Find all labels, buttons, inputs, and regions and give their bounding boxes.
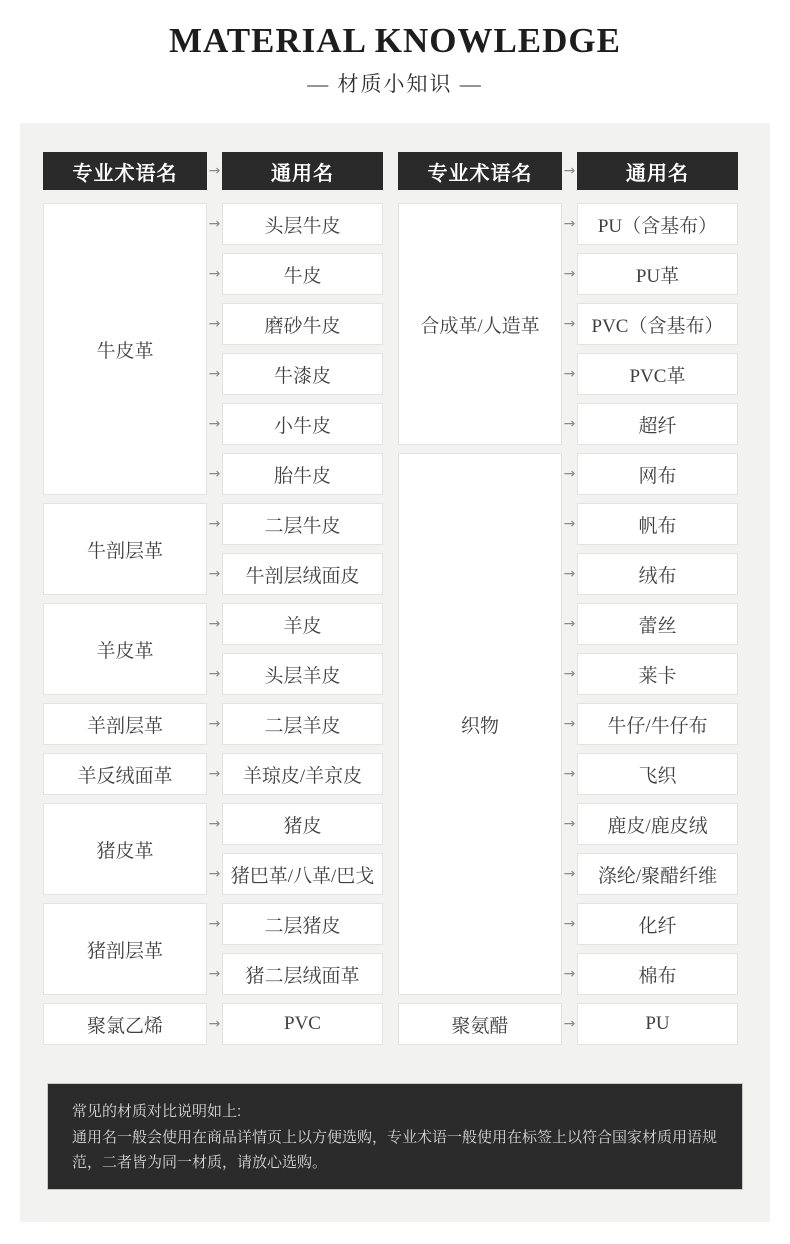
common-name-cell: 胎牛皮 <box>222 453 383 495</box>
arrow-right-icon: → <box>208 316 221 332</box>
common-name-row <box>207 203 383 245</box>
common-name-cell: 小牛皮 <box>222 403 383 445</box>
page-subtitle: — 材质小知识 — <box>307 71 483 96</box>
arrow-right-icon: → <box>208 916 221 932</box>
common-name-cell: 猪皮 <box>222 803 383 845</box>
common-name-cell: 磨砂牛皮 <box>222 303 383 345</box>
common-name-row <box>562 503 738 545</box>
arrow-right-icon: → <box>208 566 221 582</box>
term-cell: 牛皮革 <box>43 203 207 495</box>
common-name-cell: 飞织 <box>577 753 738 795</box>
footer-note-heading: 常见的材质对比说明如上: <box>72 1103 242 1120</box>
common-name-cell: 鹿皮/鹿皮绒 <box>577 803 738 845</box>
common-names-column <box>562 1003 738 1045</box>
material-group <box>43 503 383 595</box>
tables-container <box>43 152 738 1045</box>
table-groups <box>43 203 383 1045</box>
common-name-row <box>562 753 738 795</box>
arrow-right-icon: → <box>208 216 221 232</box>
term-cell: 羊剖层革 <box>43 703 207 745</box>
common-names-column <box>207 203 383 495</box>
common-names-column <box>562 203 738 445</box>
common-names-column <box>207 903 383 995</box>
common-names-column <box>207 703 383 745</box>
common-name-cell: 超纤 <box>577 403 738 445</box>
common-name-row <box>562 303 738 345</box>
material-group <box>43 703 383 745</box>
arrow-right-icon: → <box>563 1016 576 1032</box>
arrow-right-icon: → <box>563 966 576 982</box>
term-cell: 猪皮革 <box>43 803 207 895</box>
common-name-cell: 蕾丝 <box>577 603 738 645</box>
common-name-cell: 绒布 <box>577 553 738 595</box>
common-name-row <box>207 303 383 345</box>
common-name-row <box>562 403 738 445</box>
term-cell: 织物 <box>398 453 562 995</box>
common-name-cell: 猪巴革/八革/巴戈 <box>222 853 383 895</box>
common-name-cell: PVC革 <box>577 353 738 395</box>
common-name-row <box>207 503 383 545</box>
arrow-right-icon: → <box>563 916 576 932</box>
common-name-row <box>207 653 383 695</box>
common-name-cell: 猪二层绒面革 <box>222 953 383 995</box>
term-cell: 合成革/人造革 <box>398 203 562 445</box>
table-header-row <box>43 152 383 190</box>
common-names-column <box>207 1003 383 1045</box>
common-name-row <box>562 903 738 945</box>
common-names-column <box>562 453 738 995</box>
common-name-row <box>207 1003 383 1045</box>
term-cell: 羊皮革 <box>43 603 207 695</box>
column-header-common: 通用名 <box>222 152 383 190</box>
common-name-cell: PU（含基布） <box>577 203 738 245</box>
common-names-column <box>207 503 383 595</box>
common-name-cell: 二层猪皮 <box>222 903 383 945</box>
common-name-row <box>207 253 383 295</box>
material-group <box>43 903 383 995</box>
common-name-row <box>207 803 383 845</box>
column-header-term: 专业术语名 <box>398 152 562 190</box>
arrow-right-icon: → <box>563 666 576 682</box>
arrow-right-icon: → <box>208 666 221 682</box>
common-name-row <box>207 703 383 745</box>
common-name-cell: 涤纶/聚醋纤维 <box>577 853 738 895</box>
common-name-row <box>562 853 738 895</box>
material-table <box>398 152 738 1045</box>
common-name-cell: 帆布 <box>577 503 738 545</box>
arrow-right-icon: → <box>563 866 576 882</box>
arrow-right-icon: → <box>208 766 221 782</box>
common-name-row <box>562 1003 738 1045</box>
term-cell: 聚氨醋 <box>398 1003 562 1045</box>
material-table <box>43 152 383 1045</box>
arrow-right-icon: → <box>563 316 576 332</box>
common-name-cell: 牛皮 <box>222 253 383 295</box>
common-names-column <box>207 603 383 695</box>
common-name-row <box>562 803 738 845</box>
common-name-cell: 二层牛皮 <box>222 503 383 545</box>
arrow-right-icon: → <box>208 416 221 432</box>
arrow-right-icon: → <box>208 1016 221 1032</box>
common-name-cell: 二层羊皮 <box>222 703 383 745</box>
common-name-row <box>562 253 738 295</box>
column-header-term: 专业术语名 <box>43 152 207 190</box>
common-name-cell: PVC <box>222 1003 383 1045</box>
common-name-cell: 网布 <box>577 453 738 495</box>
material-comparison-panel <box>20 123 770 1222</box>
arrow-right-icon: → <box>563 616 576 632</box>
arrow-right-icon: → <box>563 566 576 582</box>
arrow-right-icon: → <box>208 516 221 532</box>
arrow-right-icon: → <box>208 866 221 882</box>
arrow-right-icon: → <box>208 616 221 632</box>
common-name-row <box>562 203 738 245</box>
common-name-row <box>562 603 738 645</box>
term-cell: 牛剖层革 <box>43 503 207 595</box>
common-name-row <box>207 903 383 945</box>
common-name-row <box>207 353 383 395</box>
material-group <box>43 1003 383 1045</box>
common-name-row <box>562 703 738 745</box>
common-name-row <box>207 953 383 995</box>
material-group <box>398 453 738 995</box>
arrow-right-icon: → <box>208 716 221 732</box>
arrow-right-icon: → <box>563 266 576 282</box>
common-name-cell: 化纤 <box>577 903 738 945</box>
term-cell: 聚氯乙烯 <box>43 1003 207 1045</box>
footer-note-body: 通用名一般会使用在商品详情页上以方便选购，专业术语一般使用在标签上以符合国家材质用语规范，二者皆为同一材质，请放心选购。 <box>72 1128 718 1171</box>
common-name-row <box>207 403 383 445</box>
common-name-row <box>207 553 383 595</box>
common-name-cell: 牛漆皮 <box>222 353 383 395</box>
table-header-row <box>398 152 738 190</box>
common-name-cell: 牛仔/牛仔布 <box>577 703 738 745</box>
arrow-right-icon: → <box>208 266 221 282</box>
material-group <box>398 1003 738 1045</box>
page-header <box>0 0 790 98</box>
common-name-row <box>562 553 738 595</box>
arrow-right-icon: → <box>563 216 576 232</box>
material-group <box>43 803 383 895</box>
material-group <box>43 753 383 795</box>
footer-note <box>47 1083 743 1190</box>
material-group <box>43 203 383 495</box>
arrow-right-icon: → <box>208 816 221 832</box>
arrow-right-icon: → <box>563 716 576 732</box>
arrow-right-icon: → <box>563 766 576 782</box>
common-name-row <box>207 603 383 645</box>
common-name-cell: 莱卡 <box>577 653 738 695</box>
common-name-cell: PU <box>577 1003 738 1045</box>
arrow-right-icon: → <box>563 466 576 482</box>
arrow-right-icon: → <box>208 163 221 179</box>
common-name-cell: PU革 <box>577 253 738 295</box>
common-name-cell: 棉布 <box>577 953 738 995</box>
common-name-row <box>562 953 738 995</box>
common-name-row <box>207 453 383 495</box>
material-group <box>398 203 738 445</box>
common-name-cell: 头层牛皮 <box>222 203 383 245</box>
common-name-cell: PVC（含基布） <box>577 303 738 345</box>
common-name-cell: 羊皮 <box>222 603 383 645</box>
arrow-right-icon: → <box>208 966 221 982</box>
common-name-cell: 羊琼皮/羊京皮 <box>222 753 383 795</box>
arrow-right-icon: → <box>563 366 576 382</box>
common-name-row <box>207 753 383 795</box>
common-name-row <box>562 353 738 395</box>
arrow-right-icon: → <box>563 816 576 832</box>
table-groups <box>398 203 738 1045</box>
arrow-right-icon: → <box>208 466 221 482</box>
term-cell: 羊反绒面革 <box>43 753 207 795</box>
material-group <box>43 603 383 695</box>
common-name-row <box>562 653 738 695</box>
common-name-cell: 牛剖层绒面皮 <box>222 553 383 595</box>
common-names-column <box>207 803 383 895</box>
column-header-common: 通用名 <box>577 152 738 190</box>
arrow-right-icon: → <box>208 366 221 382</box>
common-names-column <box>207 753 383 795</box>
common-name-row <box>562 453 738 495</box>
common-name-cell: 头层羊皮 <box>222 653 383 695</box>
arrow-right-icon: → <box>563 416 576 432</box>
arrow-right-icon: → <box>563 163 576 179</box>
arrow-right-icon: → <box>563 516 576 532</box>
page-title: MATERIAL KNOWLEDGE <box>169 21 621 60</box>
term-cell: 猪剖层革 <box>43 903 207 995</box>
common-name-row <box>207 853 383 895</box>
